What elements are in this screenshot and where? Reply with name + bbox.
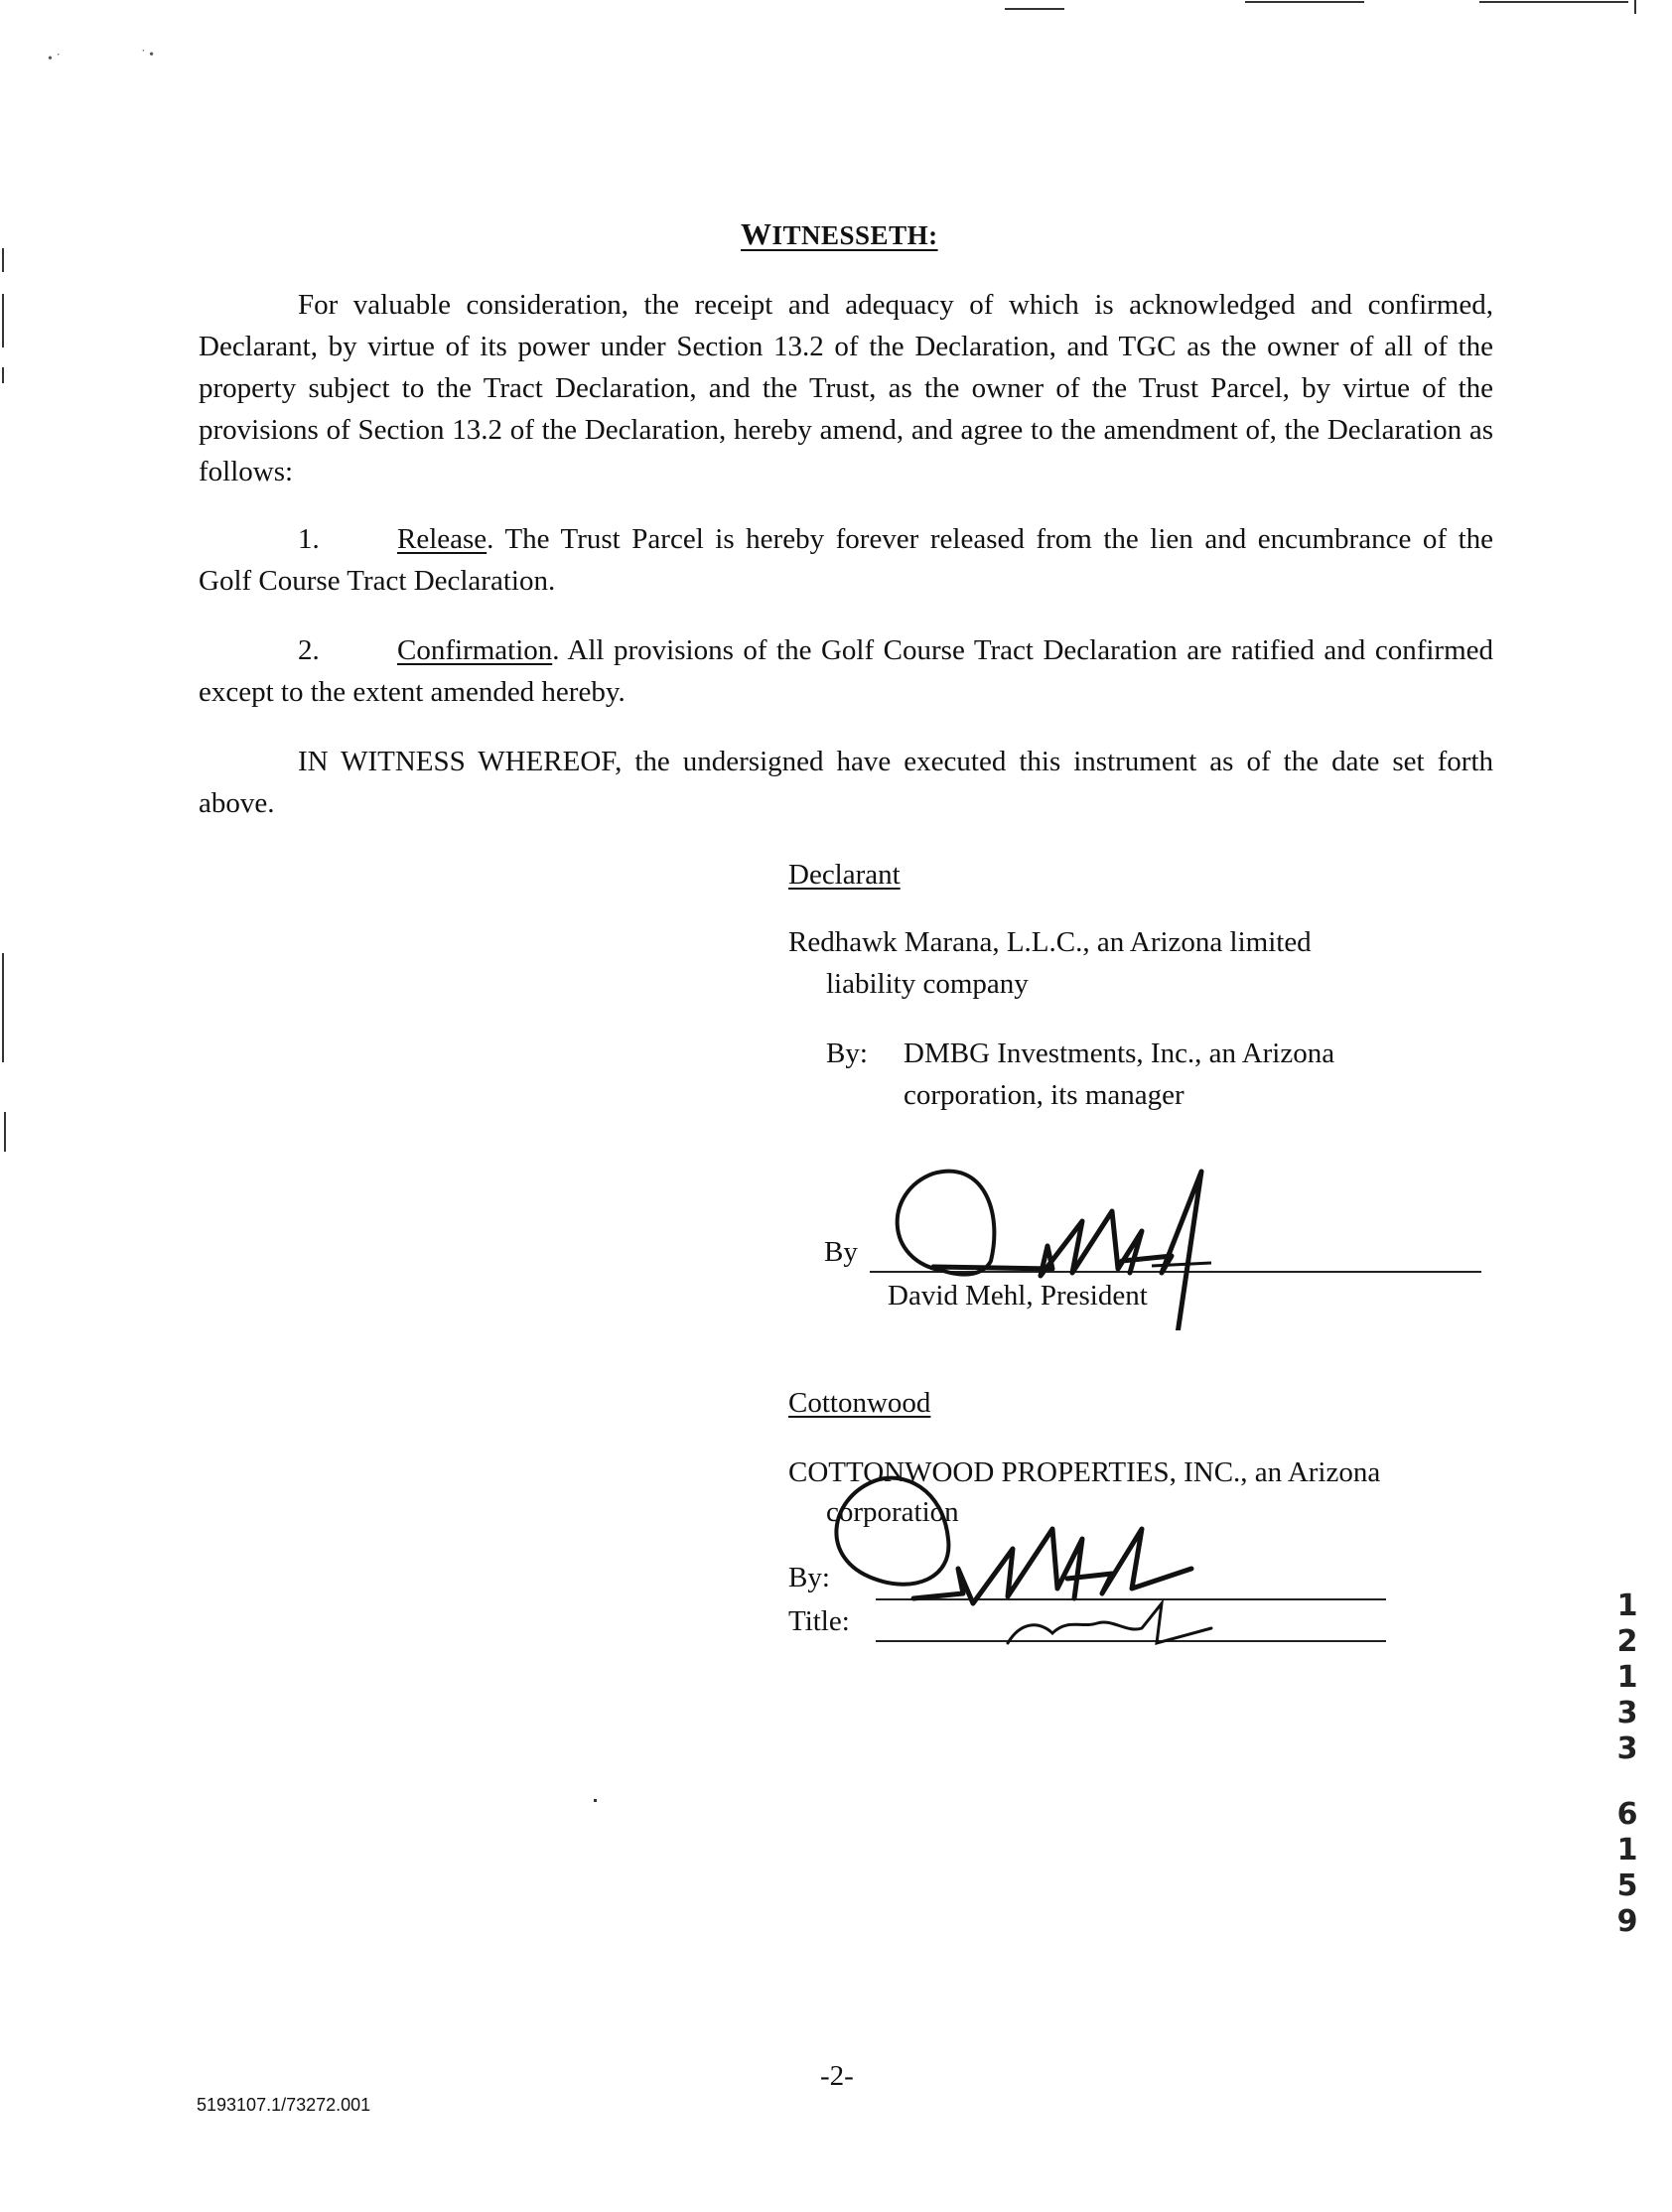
witness-clause-text: IN WITNESS WHEREOF, the undersigned have executed this instrument as of the date set forth above. <box>199 746 1493 819</box>
scan-speck <box>594 1799 597 1802</box>
margin-digit: 2 <box>1616 1624 1638 1659</box>
item-text: . All provisions of the Golf Course Tract Declaration are ratified and confirmed except to the extent amended hereby. <box>199 634 1493 708</box>
scan-artifact-line <box>1245 1 1364 3</box>
scan-artifact-edge <box>2 294 4 347</box>
declarant-label: Declarant <box>788 859 901 891</box>
witness-clause <box>199 741 1493 824</box>
item-text: . The Trust Parcel is hereby forever released from the lien and encumbrance of the Golf Course Tract Declaration. <box>199 523 1493 597</box>
item-title: Confirmation <box>397 634 553 666</box>
declarant-sign-by: By <box>824 1236 858 1268</box>
scan-artifact-edge <box>4 1112 6 1152</box>
scan-artifact-line <box>1005 8 1064 10</box>
margin-digit: 6 <box>1616 1797 1638 1832</box>
margin-digit: 9 <box>1616 1904 1638 1939</box>
cottonwood-label: Cottonwood <box>788 1387 931 1419</box>
cottonwood-entity-line1: COTTONWOOD PROPERTIES, INC., an Arizona <box>788 1456 1381 1488</box>
scan-specks: • ˙ <box>48 52 62 67</box>
item-number: 2. <box>298 634 320 666</box>
release-clause <box>199 518 1493 602</box>
intro-paragraph <box>199 284 1493 492</box>
margin-digit: 3 <box>1616 1731 1638 1766</box>
declarant-entity-line1: Redhawk Marana, L.L.C., an Arizona limited <box>788 926 1312 958</box>
declarant-signature <box>874 1152 1291 1330</box>
margin-digit: 3 <box>1616 1696 1638 1730</box>
scan-artifact-line <box>1479 1 1628 3</box>
scan-specks: ˙ • <box>141 48 155 63</box>
cottonwood-by-label: By: <box>788 1562 830 1593</box>
item-title: Release <box>397 523 488 555</box>
recording-number-margin <box>1612 1589 1642 1940</box>
document-id: 5193107.1/73272.001 <box>197 2095 371 2115</box>
witnesseth-heading: WITNESSETH: <box>741 216 938 251</box>
intro-text: For valuable consideration, the receipt and adequacy of which is acknowledged and confirmed, Declarant, by virtue of its power under Section 13.2 of the Declaration, and TGC as the owner of all of the property subject to the Tract Declaration, and the Trust, as the owner of the Trust Parcel, by virtue of the provisions of Section 13.2 of the Declaration, hereby amend, and agree to the amendment of, the Declaration as follows: <box>199 289 1493 487</box>
scan-artifact-edge <box>2 953 4 1062</box>
declarant-by-prefix: By: <box>826 1037 868 1069</box>
manager-line1: DMBG Investments, Inc., an Arizona <box>904 1037 1335 1069</box>
margin-digit: 5 <box>1616 1868 1638 1903</box>
item-number: 1. <box>298 523 320 555</box>
margin-digit: 1 <box>1616 1660 1638 1695</box>
cottonwood-entity-line2: corporation <box>826 1496 959 1528</box>
margin-digit: 1 <box>1616 1833 1638 1867</box>
scan-artifact-edge <box>2 367 4 383</box>
cottonwood-signature <box>814 1430 1291 1668</box>
declarant-entity-line2: liability company <box>826 968 1029 1000</box>
confirmation-clause <box>199 629 1493 713</box>
declarant-signer-name: David Mehl, President <box>888 1280 1148 1312</box>
page-number: -2- <box>820 2060 854 2092</box>
scan-artifact-line <box>1634 0 1636 14</box>
scan-artifact-edge <box>2 248 4 272</box>
margin-digit: 1 <box>1616 1589 1638 1623</box>
manager-line2: corporation, its manager <box>904 1079 1184 1111</box>
cottonwood-title-label: Title: <box>788 1605 850 1637</box>
